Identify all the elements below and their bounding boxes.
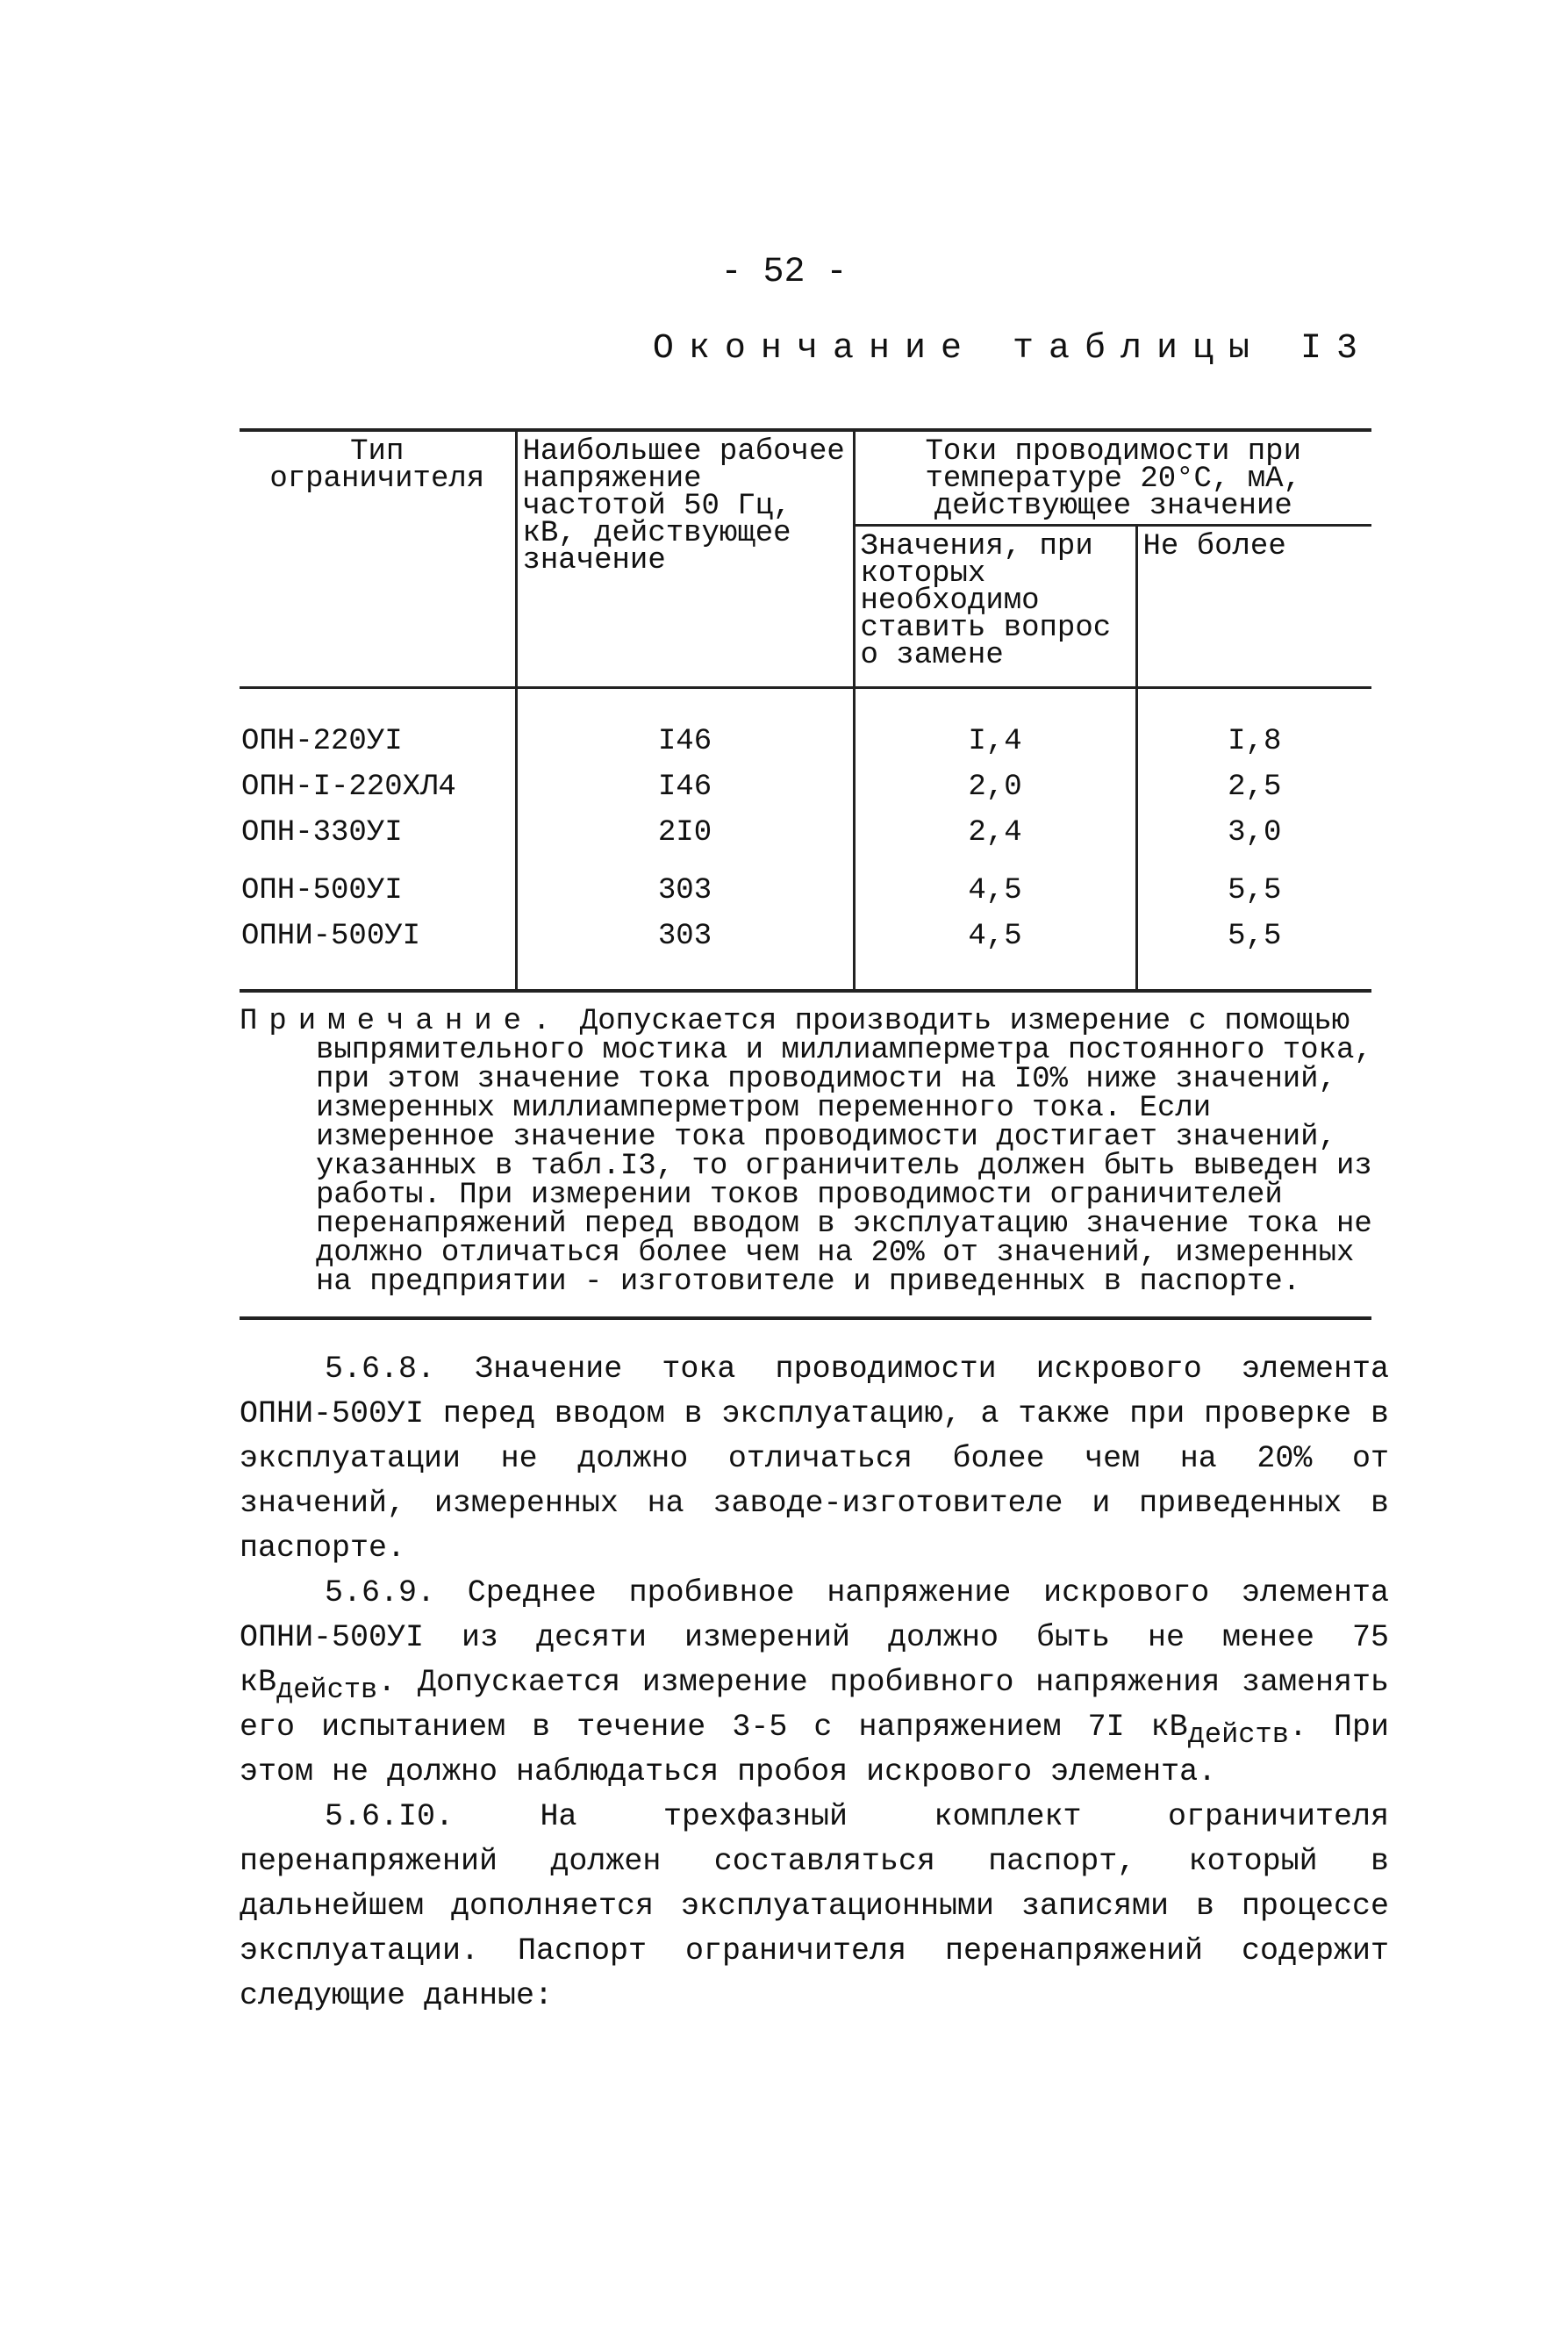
- cell-voltage: 2I0: [516, 810, 854, 856]
- cell-type: ОПН-500УI: [241, 873, 403, 907]
- table-row: [240, 688, 1371, 765]
- paragraph-5-6-9-part-3: . При этом не должно наблюдаться пробоя искрового элемента.: [240, 1710, 1389, 1789]
- cell-replace: 2,4: [854, 810, 1136, 856]
- note-label: Примечание.: [240, 1005, 562, 1038]
- table-row: [240, 764, 1371, 810]
- body-text: [240, 1347, 1389, 2019]
- cell-max: 2,5: [1136, 764, 1371, 810]
- cell-replace: 4,5: [854, 914, 1136, 991]
- subscript-deystv: действ: [1187, 1718, 1289, 1751]
- page-number: - 52 -: [720, 253, 848, 292]
- cell-max: I,8: [1136, 688, 1371, 765]
- cell-type: ОПНИ-500УI: [241, 919, 421, 953]
- cell-voltage: I46: [516, 764, 854, 810]
- note-divider: [240, 1316, 1371, 1320]
- cell-type: ОПН-220УI: [241, 724, 403, 758]
- cell-voltage: 303: [516, 914, 854, 991]
- cell-replace: 4,5: [854, 856, 1136, 914]
- cell-max: 5,5: [1136, 914, 1371, 991]
- cell-voltage: I46: [516, 688, 854, 765]
- header-max: Не более: [1136, 526, 1371, 688]
- paragraph-5-6-8: 5.6.8. Значение тока проводимости искрового элемента ОПНИ-500УI перед вводом в эксплуатацию, а также при проверке в эксплуатации не должно отличаться более чем на 20% от значений, измеренных на заводе-изготовителе и приведенных в паспорте.: [240, 1352, 1389, 1566]
- cell-max: 3,0: [1136, 810, 1371, 856]
- subscript-deystv: действ: [276, 1674, 378, 1706]
- table-row: [240, 914, 1371, 991]
- cell-max: 5,5: [1136, 856, 1371, 914]
- table-13: [240, 428, 1371, 993]
- paragraph-5-6-9-part-1: 5.6.9. Среднее пробивное напряжение искрового элемента ОПНИ-500УI из десяти измерений должно быть не менее 75 кВ: [240, 1575, 1389, 1700]
- note-text: выпрямительного мостика и миллиамперметра постоянного тока, при этом значение тока проводимости на I0% ниже значений, измеренных миллиамперметром переменного тока. Если измеренное значение тока проводимости достигает значений, указанных в табл.I3, то ограничитель должен быть выведен из работы. При измерении токов проводимости ограничителей перенапряжений перед вводом в эксплуатацию значение тока не должно отличаться более чем на 20% от значений, измеренных на предприятии - изготовителе и приведенных в паспорте.: [316, 1034, 1372, 1299]
- header-replace: Значения, при которых необходимо ставить вопрос о замене: [854, 526, 1136, 688]
- note-first-line: Допускается производить измерение с помощью: [579, 1005, 1350, 1038]
- cell-type: ОПН-330УI: [241, 815, 403, 850]
- table-caption: Окончание таблицы I3: [652, 329, 1372, 369]
- paragraph-5-6-10: 5.6.I0. На трехфазный комплект ограничителя перенапряжений должен составляться паспорт, который в дальнейшем дополняется эксплуатационными записями в процессе эксплуатации. Паспорт ограничителя перенапряжений содержит следующие данные:: [240, 1799, 1389, 2013]
- header-voltage: Наибольшее рабочее напряжение частотой 50 Гц, кВ, действующее значение: [516, 430, 854, 688]
- paragraph-5-6-9-part-2: . Допускается измерение пробивного напряжения заменять его испытанием в течение 3-5 с напряжением 7I кВ: [240, 1665, 1389, 1745]
- table-row: [240, 856, 1371, 914]
- cell-voltage: 303: [516, 856, 854, 914]
- cell-replace: 2,0: [854, 764, 1136, 810]
- table-note: [240, 1005, 1380, 1299]
- cell-type: ОПН-I-220ХЛ4: [241, 770, 456, 804]
- header-currents: Токи проводимости при температуре 20°С, мА, действующее значение: [854, 430, 1371, 526]
- header-type: Тип ограничителя: [240, 430, 516, 688]
- cell-replace: I,4: [854, 688, 1136, 765]
- table-row: [240, 810, 1371, 856]
- paragraph-5-6-9: [240, 1571, 1389, 1795]
